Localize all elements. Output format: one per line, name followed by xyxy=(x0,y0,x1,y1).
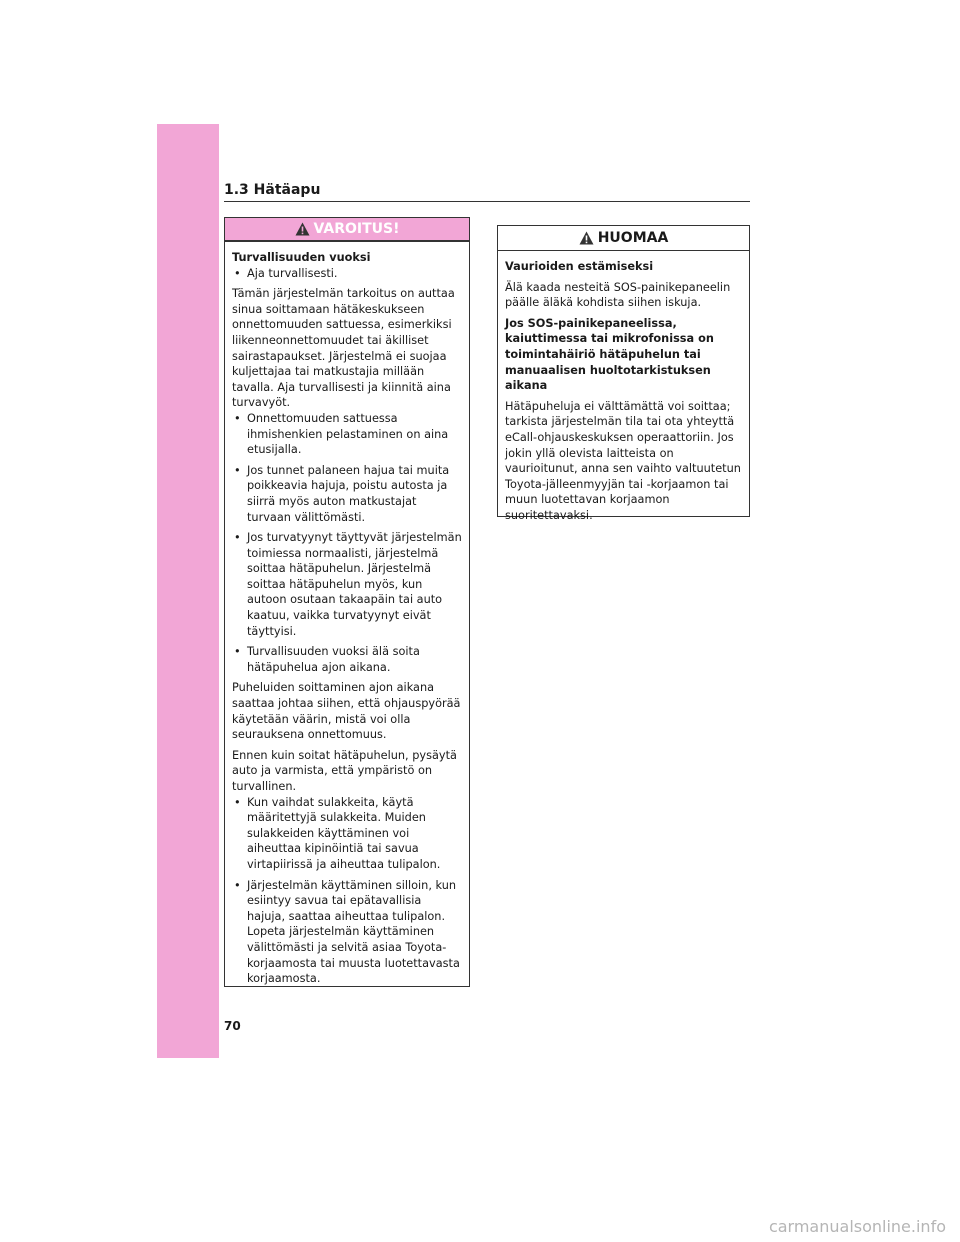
page-number: 70 xyxy=(224,1019,241,1033)
warning-list-1 xyxy=(232,266,462,282)
warning-title-bar xyxy=(225,218,469,242)
note-paragraph-2: Hätäpuheluja ei välttämättä voi soittaa; tarkista järjestelmän tila tai ota yhteyttä eCall-ohjauskeskuksen operaattoriin. Jos jokin yllä olevista laitteista on vaurioitunut, anna sen vaihto valtuutetun Toyota-jälleenmyyjän tai -korjaamon tai muun luotettavan korjaamon suoritettavaksi. xyxy=(505,399,741,522)
warning-paragraph-1: Tämän järjestelmän tarkoitus on auttaa sinua soittamaan hätäkeskukseen onnettomuuden sattuessa, esimerkiksi liikenneonnettomuudet tai äkilliset sairastapaukset. Järjestelmä ei suojaa kuljettajaa tai matkustajia millään tavalla. Aja turvallisesti ja kiinnitä aina turvavyöt. xyxy=(232,287,455,410)
list-item: • Onnettomuuden sattuessa ihmishenkien pelastaminen on aina etusijalla. xyxy=(234,411,449,457)
warning-paragraph-2: Puheluiden soittaminen ajon aikana saattaa johtaa siihen, että ohjauspyörää käytetään väärin, mistä voi olla seurauksena onnettomuus. xyxy=(232,681,461,742)
section-header xyxy=(224,179,750,202)
list-item: • Järjestelmän käyttäminen silloin, kun esiintyy savua tai epätavallisia hajuja, saattaa aiheuttaa tulipalon. Lopeta järjestelmän käyttäminen välittömästi ja selvitä asiaa Toyota-korjaamosta tai muusta luotettavasta korjaamosta. xyxy=(234,878,460,986)
list-item: • Jos tunnet palaneen hajua tai muita poikkeavia hajuja, poistu autosta ja siirrä myös auton matkustajat turvaan välittömästi. xyxy=(234,463,450,524)
note-box xyxy=(497,225,750,522)
note-title: HUOMAA xyxy=(597,230,669,246)
list-item: • Turvallisuuden vuoksi älä soita hätäpuhelua ajon aikana. xyxy=(234,645,420,674)
watermark: carmanualsonline.info xyxy=(768,1217,946,1236)
note-heading-2: Jos SOS-painikepaneelissa, kaiuttimessa tai mikrofonissa on toimintahäiriö hätäpuhelun tai manuaalisen huoltotarkistuksen aikana xyxy=(505,316,714,393)
note-paragraph-1: Älä kaada nesteitä SOS-painikepaneelin päälle äläkä kohdista siihen iskuja. xyxy=(505,280,731,310)
list-item: • Kun vaihdat sulakkeita, käytä määritettyjä sulakkeita. Muiden sulakkeiden käyttäminen voi aiheuttaa kipinöintiä tai savua virtapiirissä ja aiheuttaa tulipalon. xyxy=(234,795,441,871)
note-heading-1: Vaurioiden estämiseksi xyxy=(505,260,654,273)
warning-paragraph-3: Ennen kuin soitat hätäpuhelun, pysäytä auto ja varmista, että ympäristö on turvallinen. xyxy=(232,748,457,793)
warning-heading: Turvallisuuden vuoksi xyxy=(232,251,371,264)
list-item: • Jos turvatyynyt täyttyvät järjestelmän toimiessa normaalisti, järjestelmä soittaa hätäpuhelun. Järjestelmä soittaa hätäpuhelun myös, kun autoon osutaan takaapäin tai auto kaatuu, vaikka turvatyynyt eivät täyttyisi. xyxy=(234,531,462,638)
note-title-bar xyxy=(498,226,749,251)
warning-triangle-icon xyxy=(579,231,594,245)
list-item: • Aja turvallisesti. xyxy=(234,266,338,280)
chapter-tab-strip xyxy=(157,124,219,1058)
warning-list-3 xyxy=(232,795,462,987)
warning-box xyxy=(224,217,470,987)
warning-list-2 xyxy=(232,411,462,676)
section-title: 1.3 Hätäapu xyxy=(224,182,321,198)
warning-title: VAROITUS! xyxy=(313,221,400,237)
warning-triangle-icon xyxy=(295,222,310,236)
